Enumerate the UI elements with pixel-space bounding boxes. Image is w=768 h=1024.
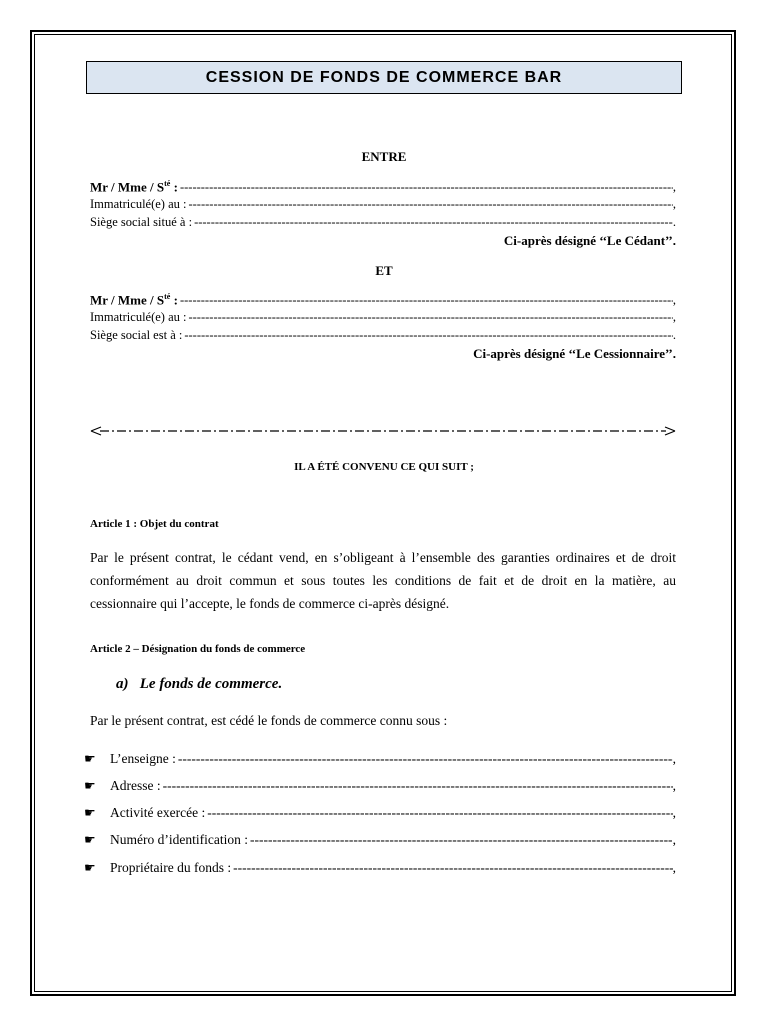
document-title: CESSION DE FONDS DE COMMERCE BAR bbox=[205, 68, 563, 86]
document-title-box bbox=[86, 61, 682, 94]
dashed-arrow-separator bbox=[90, 424, 676, 438]
pointing-hand-icon: ☛ bbox=[84, 860, 96, 875]
item-end: , bbox=[672, 860, 676, 875]
item-end: , bbox=[672, 751, 676, 766]
party1-designation: Ci-après désigné ‘‘Le Cédant’’. bbox=[503, 233, 676, 248]
entre-heading: ENTRE bbox=[361, 149, 407, 164]
article1-text: Par le présent contrat, le cédant vend, en s’obligeant à l’ensemble des garanties ordinaires et de droit conformément au droit commun et sous toutes les conditions de fait et de droit en la matière, au cessionnaire qui l’accepte, le fonds de commerce ci-après désigné. bbox=[90, 550, 676, 611]
party2-name-blank bbox=[180, 293, 673, 308]
party1-siege-line bbox=[90, 215, 676, 230]
party1-siege-end: . bbox=[672, 215, 676, 229]
article1-heading: Article 1 : Objet du contrat bbox=[90, 518, 219, 530]
item-end: , bbox=[672, 778, 676, 793]
item-blank bbox=[233, 860, 673, 876]
party2-name-label: Mr / Mme / $S^{té}$ : bbox=[90, 292, 178, 308]
party2-immat-line bbox=[90, 310, 676, 325]
item-label: L’enseigne : bbox=[110, 751, 176, 766]
party1-name-blank bbox=[180, 180, 673, 195]
party2-name-end: , bbox=[672, 293, 676, 308]
party2-immat-blank bbox=[188, 310, 672, 325]
pointing-hand-icon: ☛ bbox=[84, 778, 96, 793]
list-item bbox=[84, 832, 676, 848]
list-item bbox=[84, 751, 676, 767]
party2-siege-blank bbox=[184, 328, 673, 343]
item-blank bbox=[250, 832, 673, 848]
party2-siege-label: Siège social est à : bbox=[90, 328, 183, 342]
item-blank bbox=[178, 751, 673, 767]
item-blank bbox=[163, 778, 673, 794]
item-label: Activité exercée : bbox=[110, 805, 206, 820]
item-label: Propriétaire du fonds : bbox=[110, 860, 232, 875]
party1-immat-end: , bbox=[672, 197, 676, 211]
party2-siege-end: . bbox=[672, 328, 676, 342]
party1-siege-label: Siège social situé à : bbox=[90, 215, 193, 229]
party2-immat-end: , bbox=[672, 310, 676, 324]
pointing-hand-icon: ☛ bbox=[84, 805, 96, 820]
party2-name-line bbox=[90, 292, 676, 308]
pointing-hand-icon: ☛ bbox=[84, 832, 96, 847]
party2-designation: Ci-après désigné ‘‘Le Cessionnaire’’. bbox=[473, 346, 676, 361]
list-item bbox=[84, 805, 676, 821]
party1-immat-line bbox=[90, 197, 676, 212]
item-end: , bbox=[672, 805, 676, 820]
article2-heading: Article 2 – Désignation du fonds de commerce bbox=[90, 643, 306, 655]
item-label: Adresse : bbox=[110, 778, 161, 793]
party2-immat-label: Immatriculé(e) au : bbox=[90, 310, 187, 324]
pointing-hand-icon: ☛ bbox=[84, 751, 96, 766]
et-heading: ET bbox=[375, 263, 393, 278]
convenu-heading: IL A ÉTÉ CONVENU CE QUI SUIT ; bbox=[294, 461, 474, 473]
party1-siege-blank bbox=[194, 215, 673, 230]
party1-immat-label: Immatriculé(e) au : bbox=[90, 197, 187, 211]
article2-intro: Par le présent contrat, est cédé le fonds de commerce connu sous : bbox=[90, 713, 448, 728]
party2-siege-line bbox=[90, 328, 676, 343]
party1-name-end: , bbox=[672, 180, 676, 195]
party1-name-line bbox=[90, 179, 676, 195]
party1-immat-blank bbox=[188, 197, 672, 212]
article2-subheading: a) Le fonds de commerce. bbox=[116, 676, 283, 692]
list-item bbox=[84, 860, 676, 876]
page-border-inner bbox=[34, 34, 732, 992]
item-end: , bbox=[672, 832, 676, 847]
item-blank bbox=[207, 805, 672, 821]
party1-name-label: Mr / Mme / $S^{té}$ : bbox=[90, 179, 178, 195]
list-item bbox=[84, 778, 676, 794]
item-label: Numéro d’identification : bbox=[110, 832, 248, 847]
